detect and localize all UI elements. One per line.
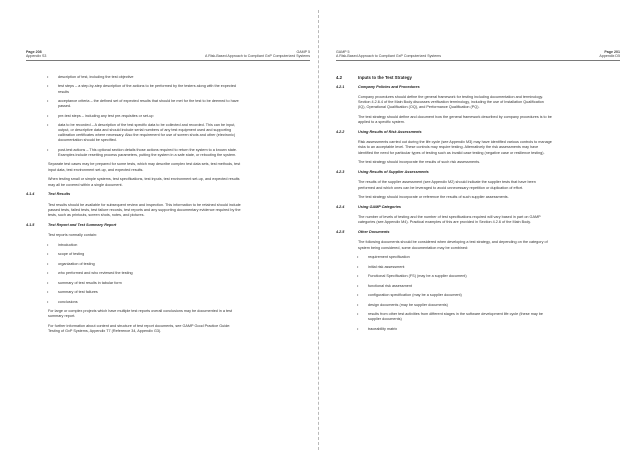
left-doc-subtitle: A Risk-Based Approach to Compliant GxP Computerized Systems — [205, 54, 310, 59]
bullet-item — [26, 300, 310, 305]
bullet-glyph: • — [357, 255, 359, 260]
paragraph: Test results should be available for subsequent review and inspection. This information to be retained should include passed tests, failed tests, test failure records, test reports and any supporting documentary evidence required by the tests, such as printouts, screen shots, notes, and pictures. — [48, 202, 241, 217]
bullet-item — [26, 281, 310, 286]
bullet-glyph: • — [47, 113, 49, 118]
heading-text: Test Results — [48, 192, 71, 197]
left-doc-title: GAMP 5 — [296, 50, 310, 54]
bullet-glyph: • — [47, 261, 49, 266]
bullet-text: acceptance criteria – the defined set of expected results that should be met for the test to be deemed to have passed. — [58, 99, 239, 109]
left-page — [26, 50, 310, 339]
subsection-heading — [336, 205, 620, 210]
bullet-text: introduction — [58, 242, 78, 247]
bullet-item — [336, 284, 620, 289]
bullet-glyph: • — [47, 271, 49, 276]
bullet-item — [26, 243, 310, 248]
paragraph: The test strategy should define and document how the general framework described by company procedures is to be applied to a specific system. — [358, 115, 552, 125]
heading-number: 4.2.2 — [336, 130, 345, 135]
bullet-glyph: • — [47, 252, 49, 257]
left-header-rule — [26, 60, 310, 61]
bullet-item — [26, 262, 310, 267]
bullet-glyph: • — [47, 75, 49, 79]
bullet-text: description of test, including the test objective — [58, 75, 134, 79]
bullet-glyph: • — [47, 99, 49, 104]
paragraph: Separate test cases may be prepared for some tests, which may describe complex test data sets, test methods, test input data, test environment set-up, and expected results. — [48, 162, 241, 172]
bullet-item — [336, 274, 620, 279]
heading-text: Using GAMP Categories — [358, 205, 401, 210]
right-doc-title: GAMP 5 — [336, 50, 350, 54]
right-page-appendix: Appendix D5 — [599, 54, 620, 59]
heading-number: 4.1.5 — [26, 222, 35, 227]
bullet-text: pre-test steps – including any test pre-requisites or set-up — [58, 113, 154, 118]
paragraph: For further information about content and structure of test report documents, see GAMP Good Practice Guide: Testing of GxP Systems, Appendix T7 (Reference 34, Appendix G3). — [48, 323, 231, 334]
bullet-glyph: • — [357, 283, 359, 288]
bullet-item — [336, 312, 620, 322]
bullet-item — [336, 265, 620, 270]
right-doc-subtitle: A Risk-Based Approach to Compliant GxP Computerized Systems — [336, 54, 441, 59]
left-page-body — [26, 75, 310, 334]
heading-text: Company Policies and Procedures — [358, 85, 420, 90]
subsection-heading — [336, 130, 620, 135]
heading-text: Test Report and Test Summary Report — [48, 222, 117, 227]
bullet-item — [26, 99, 310, 109]
bullet-text: configuration specification (may be a supplier document) — [368, 293, 462, 298]
bullet-text: results from other test activities from different stages in the software development life cycle (these may be supplier documents) — [368, 312, 544, 322]
heading-number: 4.2 — [336, 75, 342, 80]
bullet-glyph: • — [47, 242, 49, 247]
bullet-text: functional risk assessment — [368, 283, 412, 288]
heading-number: 4.1.4 — [26, 192, 35, 197]
paragraph: Test reports normally contain: — [48, 232, 97, 237]
bullet-text: organization of testing — [58, 261, 95, 266]
heading-text: Using Results of Supplier Assessments — [358, 170, 429, 175]
heading-text: Other Documents — [358, 230, 390, 235]
bullet-glyph: • — [47, 123, 49, 128]
heading-number: 4.2.4 — [336, 205, 345, 210]
bullet-glyph: • — [47, 84, 49, 89]
bullet-glyph: • — [357, 326, 359, 331]
bullet-text: Functional Specification (FS) (may be a supplier document) — [368, 274, 467, 279]
paragraph: Risk assessments carried out during the life cycle (see Appendix M3) may have identified various controls to manage risks to an acceptable level. These controls may require testing. Alternatively the risk assessments may have identified the need for particular types of testing such as invalid case testing (negative case or resilience testing). — [358, 140, 552, 155]
bullet-item — [26, 75, 310, 80]
bullet-text: summary of test failures — [58, 290, 98, 295]
paragraph: The results of the supplier assessment (see Appendix M2) should indicate the supplier tests that have been performed and which ones can be leveraged to avoid unnecessary repetition or duplication of effort. — [358, 180, 536, 190]
heading-number: 4.2.1 — [336, 85, 345, 90]
bullet-glyph: • — [357, 274, 359, 279]
paragraph: The test strategy should incorporate the results of such risk assessments. — [358, 160, 481, 165]
subsection-heading — [336, 85, 620, 90]
bullet-glyph: • — [357, 312, 359, 317]
bullet-item — [26, 123, 310, 143]
bullet-text: test steps – a step-by-step description of the actions to be performed by the testers along with the expected results — [58, 84, 237, 94]
heading-text: Inputs to the Test Strategy — [358, 75, 412, 80]
bullet-glyph: • — [47, 299, 49, 304]
bullet-item — [336, 327, 620, 332]
bullet-glyph: • — [47, 290, 49, 295]
right-header-rule — [336, 60, 620, 61]
bullet-item — [26, 252, 310, 257]
paragraph: When testing small or simple systems, test specifications, test inputs, test environment set-up, and expected results may all be covered within a single document. — [48, 177, 240, 187]
right-page — [336, 50, 620, 336]
bullet-item — [26, 114, 310, 119]
bullet-item — [336, 255, 620, 260]
heading-text: Using Results of Risk Assessments — [358, 130, 422, 135]
bullet-glyph: • — [47, 147, 49, 152]
bullet-item — [336, 303, 620, 308]
bullet-glyph: • — [357, 293, 359, 298]
right-page-number: Page 201 — [604, 50, 620, 54]
subsection-heading — [26, 223, 310, 228]
bullet-text: conclusions — [58, 299, 78, 304]
bullet-text: traceability matrix — [368, 326, 398, 331]
bullet-text: data to be recorded – A description of the test specific data to be collected and recorded. This can be input, output, or descriptive data and should include serial numbers of any test equipment used and supporting calibration certificates where necessary. Also the requirement for use of screen shots and other (electronic) documentation should be specified. — [58, 123, 236, 143]
subsection-heading — [336, 170, 620, 175]
heading-number: 4.2.5 — [336, 230, 345, 235]
subsection-heading — [336, 230, 620, 235]
bullet-text: requirement specification — [368, 255, 410, 260]
bullet-glyph: • — [357, 264, 359, 269]
paragraph: Company procedures should define the general framework for testing including documentation and terminology. Section 4.2.6.4 of the Main Body discusses verification terminology, including the use of Installation Qualification (IQ), Operational Qualification (OQ), and Performance Qualification (PQ). — [358, 95, 544, 110]
paragraph: For large or complex projects which have multiple test reports overall conclusions may be documented in a test summary report. — [48, 308, 233, 319]
paragraph: The test strategy should incorporate or reference the results of such supplier assessments. — [358, 195, 509, 200]
bullet-text: summary of test results in tabular form — [58, 280, 122, 285]
bullet-item — [26, 148, 310, 158]
section-heading — [336, 75, 620, 80]
bullet-item — [336, 293, 620, 298]
heading-number: 4.2.3 — [336, 170, 345, 175]
bullet-glyph: • — [357, 302, 359, 307]
right-page-header — [336, 50, 620, 61]
bullet-text: post-test actions – This optional section details those actions required to return the system to a known state. Examples include resetting process parameters, putting the system in a safe state, or rebooting the system. — [58, 147, 237, 157]
bullet-text: design documents (may be supplier documents) — [368, 302, 448, 307]
subsection-heading — [26, 192, 310, 197]
bullet-item — [26, 290, 310, 295]
bullet-text: initial risk assessment — [368, 264, 405, 269]
bullet-item — [26, 84, 310, 94]
paragraph: The following documents should be considered when developing a test strategy, and depending on the category of system being considered, some documentation may be combined: — [358, 240, 548, 250]
right-page-body — [336, 75, 620, 332]
bullet-item — [26, 271, 310, 276]
bullet-text: scope of testing — [58, 252, 85, 257]
bullet-text: who performed and who reviewed the testing — [58, 271, 133, 276]
left-page-header — [26, 50, 310, 61]
left-page-appendix: Appendix S3 — [26, 54, 47, 59]
page-gutter — [318, 10, 319, 450]
left-page-number: Page 208 — [26, 50, 42, 54]
bullet-glyph: • — [47, 280, 49, 285]
paragraph: The number of levels of testing and the number of test specifications required will vary based in part on GAMP categories (see Appendix M4). Practical examples of this are provided in Section 4.2.6 of the Main Body. — [358, 215, 541, 225]
